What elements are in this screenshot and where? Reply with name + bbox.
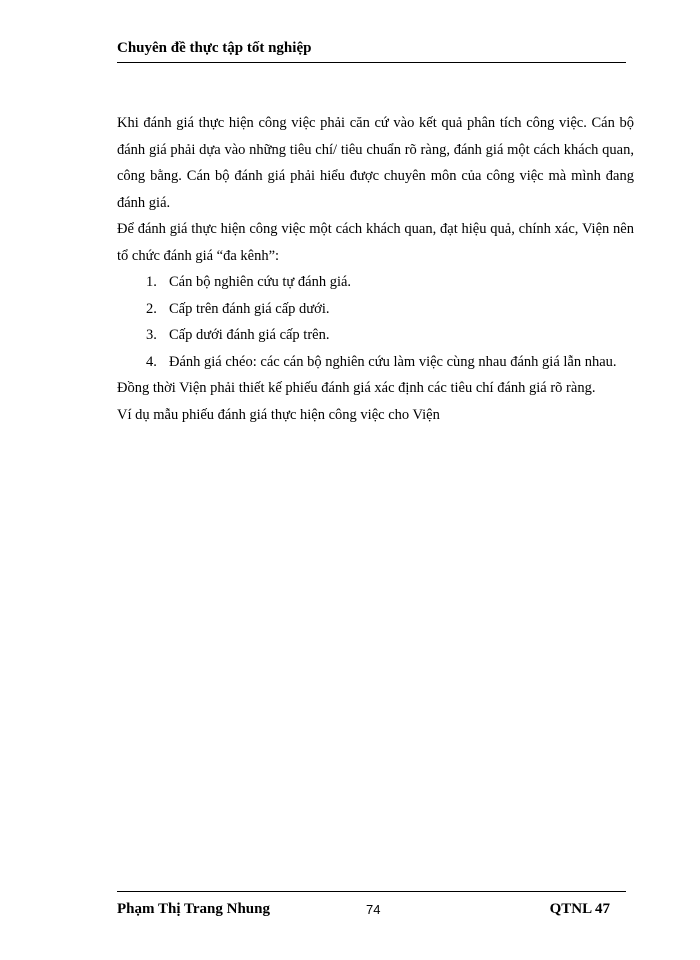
list-item bbox=[146, 269, 634, 296]
list-item-text: Cấp trên đánh giá cấp dưới. bbox=[169, 300, 330, 317]
paragraph-3: Đồng thời Viện phải thiết kế phiếu đánh giá xác định các tiêu chí đánh giá rõ ràng. bbox=[117, 380, 596, 396]
evaluation-channel-list bbox=[117, 269, 634, 375]
list-item bbox=[146, 322, 634, 349]
paragraph-4: Ví dụ mẫu phiếu đánh giá thực hiện công việc cho Viện bbox=[117, 406, 440, 423]
list-item-text: Đánh giá chéo: các cán bộ nghiên cứu làm việc cùng nhau đánh giá lẫn nhau. bbox=[169, 353, 617, 370]
footer-author: Phạm Thị Trang Nhung bbox=[117, 901, 270, 917]
document-body bbox=[117, 110, 634, 428]
footer-divider bbox=[117, 891, 626, 892]
paragraph-2: Để đánh giá thực hiện công việc một cách khách quan, đạt hiệu quả, chính xác, Viện nên tổ chức đánh giá “đa kênh”: bbox=[117, 221, 634, 264]
list-item bbox=[146, 296, 634, 323]
list-item bbox=[146, 349, 634, 376]
list-item-number: 3. bbox=[146, 327, 157, 343]
list-item-text: Cán bộ nghiên cứu tự đánh giá. bbox=[169, 274, 352, 290]
header-divider bbox=[117, 62, 626, 63]
page-number: 74 bbox=[366, 902, 381, 917]
footer-code: QTNL 47 bbox=[549, 901, 610, 917]
header-title: Chuyên đề thực tập tốt nghiệp bbox=[117, 40, 312, 56]
list-item-text: Cấp dưới đánh giá cấp trên. bbox=[169, 327, 330, 343]
list-item-number: 4. bbox=[146, 353, 157, 370]
paragraph-1: Khi đánh giá thực hiện công việc phải căn cứ vào kết quả phân tích công việc. Cán bộ đánh giá phải dựa vào những tiêu chí/ tiêu chuẩn rõ ràng, đánh giá một cách khách quan, công bằng. Cán bộ đánh giá phải hiểu được chuyên môn của công việc mà mình đang đánh giá. bbox=[117, 115, 634, 211]
list-item-number: 1. bbox=[146, 274, 157, 290]
list-item-number: 2. bbox=[146, 300, 157, 317]
